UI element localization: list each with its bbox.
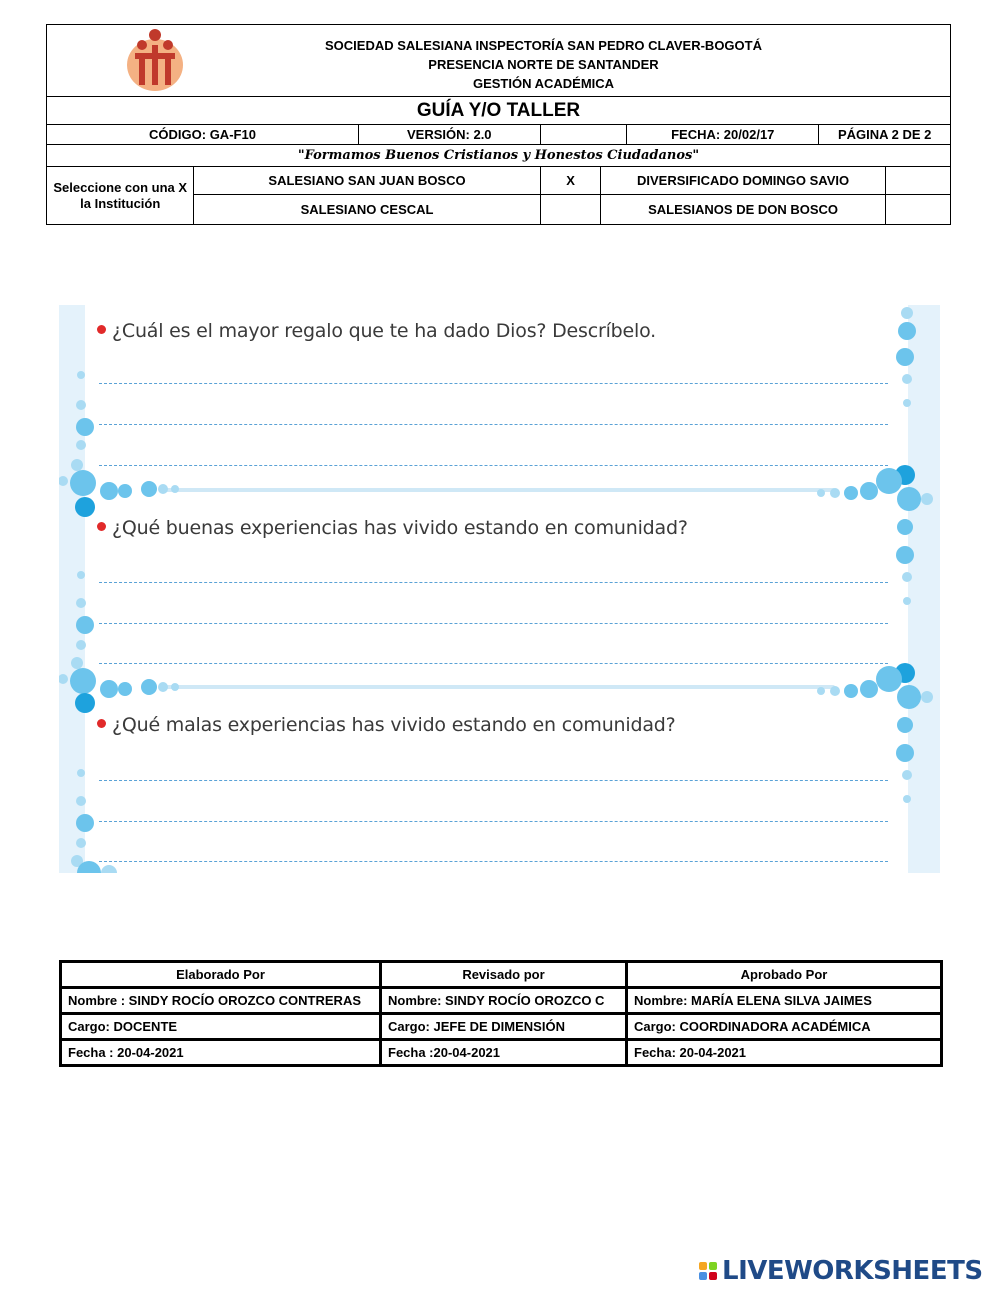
elaborado-role: Cargo: DOCENTE [61,1014,381,1040]
bullet-icon [97,325,106,334]
elaborado-header: Elaborado Por [61,962,381,988]
bubble-dot [896,546,914,564]
org-area: GESTIÓN ACADÉMICA [472,75,615,91]
brand-name: LIVEWORKSHEETS [722,1256,983,1286]
approval-row-name [61,988,942,1014]
bullet-icon [97,719,106,728]
bubble-dot [903,597,911,605]
bubble-dot [141,481,157,497]
bubble-dot [77,769,85,777]
doc-code: CÓDIGO: GA-F10 [47,125,359,145]
bubble-dot [830,488,840,498]
doc-version: VERSIÓN: 2.0 [358,125,540,145]
header-org-cell [47,25,951,97]
approval-row-role [61,1014,942,1040]
bubble-dot [902,770,912,780]
bubble-dot [896,744,914,762]
bubble-dot [860,482,878,500]
section-divider [159,685,835,689]
bubble-dot [171,683,179,691]
bubble-dot [100,680,118,698]
bubble-dot [76,418,94,436]
institution-3: SALESIANO CESCAL [194,195,540,225]
approval-table [59,960,943,1067]
bubble-dot [902,374,912,384]
bubble-dot [70,470,96,496]
doc-title: GUÍA Y/O TALLER [47,97,951,125]
bubble-dot [76,796,86,806]
institution-4: SALESIANOS DE DON BOSCO [601,195,885,225]
bubble-dot [860,680,878,698]
bullet-icon [97,522,106,531]
bubble-dot [158,682,168,692]
question-2 [97,517,688,539]
aprobado-name: Nombre: MARÍA ELENA SILVA JAIMES [627,988,942,1014]
answer-line[interactable] [99,821,888,822]
aprobado-header: Aprobado Por [627,962,942,988]
bubble-dot [830,686,840,696]
answer-line[interactable] [99,663,888,664]
revisado-name: Nombre: SINDY ROCÍO OROZCO C [381,988,627,1014]
bubble-dot [76,440,86,450]
bubble-dot [77,861,101,873]
answer-line[interactable] [99,780,888,781]
worksheet-panel [59,305,940,873]
bubble-dot [141,679,157,695]
bubble-dot [77,371,85,379]
org-name: SOCIEDAD SALESIANA INSPECTORÍA SAN PEDRO CLAVER-BOGOTÁ [325,37,762,53]
bubble-dot [100,482,118,500]
bubble-dot [897,685,921,709]
right-border-strip [908,305,940,873]
revisado-date: Fecha :20-04-2021 [381,1040,627,1066]
bubble-dot [118,484,132,498]
bubble-dot [77,571,85,579]
doc-date: FECHA: 20/02/17 [627,125,819,145]
bubble-dot [76,814,94,832]
document-header [46,24,951,225]
bubble-dot [75,497,95,517]
bubble-dot [70,668,96,694]
bubble-dot [897,519,913,535]
revisado-role: Cargo: JEFE DE DIMENSIÓN [381,1014,627,1040]
bubble-dot [876,666,902,692]
bubble-dot [902,572,912,582]
question-1 [97,320,656,342]
question-3 [97,714,676,736]
answer-line[interactable] [99,582,888,583]
bubble-dot [903,399,911,407]
answer-line[interactable] [99,465,888,466]
bubble-dot [118,682,132,696]
bubble-dot [901,307,913,319]
institution-4-mark[interactable] [885,195,950,225]
bubble-dot [897,487,921,511]
bubble-dot [76,400,86,410]
bubble-dot [921,493,933,505]
question-2-text: ¿Qué buenas experiencias has vivido estando en comunidad? [112,517,688,539]
section-divider [159,488,835,492]
bubble-dot [921,691,933,703]
liveworksheets-brand[interactable] [698,1256,983,1286]
bubble-dot [76,838,86,848]
question-1-text: ¿Cuál es el mayor regalo que te ha dado Dios? Descríbelo. [112,320,657,342]
answer-line[interactable] [99,623,888,624]
question-3-text: ¿Qué malas experiencias has vivido estando en comunidad? [112,714,676,736]
approval-header-row [61,962,942,988]
institution-1: SALESIANO SAN JUAN BOSCO [194,167,540,195]
bubble-dot [844,684,858,698]
doc-page: PÁGINA 2 DE 2 [819,125,951,145]
bubble-dot [76,616,94,634]
bubble-dot [844,486,858,500]
answer-line[interactable] [99,383,888,384]
approval-row-date [61,1040,942,1066]
aprobado-role: Cargo: COORDINADORA ACADÉMICA [627,1014,942,1040]
bubble-dot [817,489,825,497]
bubble-dot [896,348,914,366]
bubble-dot [101,865,117,873]
liveworksheets-logo-icon [698,1261,720,1283]
aprobado-date: Fecha: 20-04-2021 [627,1040,942,1066]
institution-3-mark[interactable] [540,195,601,225]
select-label: Seleccione con una X la Institución [47,167,194,225]
answer-line[interactable] [99,424,888,425]
institution-1-mark[interactable]: X [540,167,601,195]
bubble-dot [817,687,825,695]
bubble-dot [903,795,911,803]
institution-2-mark[interactable] [885,167,950,195]
bubble-dot [898,322,916,340]
bubble-dot [171,485,179,493]
bubble-dot [897,717,913,733]
salesian-logo-icon [125,27,185,93]
motto: "Formamos Buenos Cristianos y Honestos Ciudadanos" [47,145,951,167]
institution-2: DIVERSIFICADO DOMINGO SAVIO [601,167,885,195]
bubble-dot [158,484,168,494]
org-presence: PRESENCIA NORTE DE SANTANDER [428,56,659,72]
answer-line[interactable] [99,861,888,862]
bubble-dot [876,468,902,494]
bubble-dot [76,598,86,608]
left-border-strip [59,305,85,873]
elaborado-name: Nombre : SINDY ROCÍO OROZCO CONTRERAS [61,988,381,1014]
version-spacer [540,125,627,145]
elaborado-date: Fecha : 20-04-2021 [61,1040,381,1066]
revisado-header: Revisado por [381,962,627,988]
bubble-dot [75,693,95,713]
bubble-dot [76,640,86,650]
